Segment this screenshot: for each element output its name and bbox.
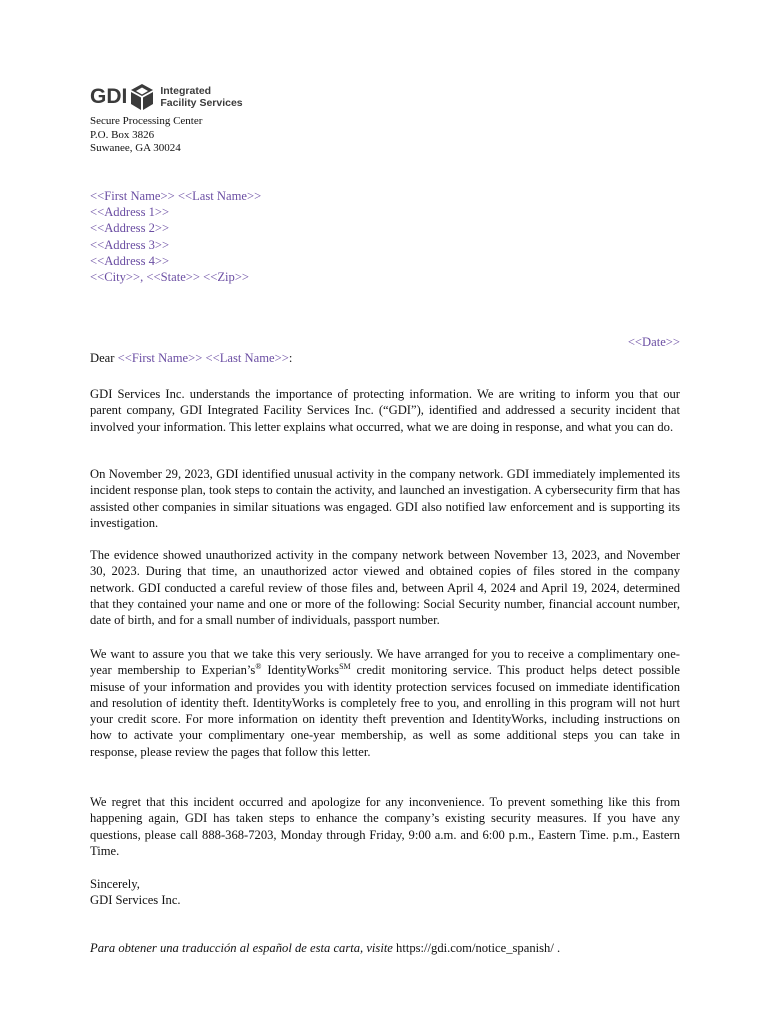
recipient-address-line: <<Address 1>> [90, 205, 170, 220]
paragraph: The evidence showed unauthorized activity in the company network between November 13, 2023, and November 30, 2023. During that time, an unauthorized actor viewed and obtained copies of files stored in the company network. GDI conducted a careful review of those files and, between April 4, 2024 and April 19, 2024, determined that they contained your name and one or more of the following: Social Security number, financial account number, date of birth, and for a small number of individuals, passport number. [90, 548, 680, 628]
salutation [90, 351, 292, 366]
paragraph: GDI Services Inc. understands the importance of protecting information. We are writing to inform you that our parent company, GDI Integrated Facility Services Inc. (“GDI”), identified and addressed a security incident that involved your information. This letter explains what occurred, what we are doing in response, and what you can do. [90, 387, 680, 434]
spanish-translation-note [90, 941, 560, 956]
return-address [90, 115, 202, 156]
closing [90, 876, 181, 909]
paragraph [90, 646, 680, 760]
salutation-prefix: Dear [90, 351, 118, 365]
recipient-address-line: <<Address 2>> [90, 221, 170, 236]
closing-line: Sincerely, [90, 877, 140, 891]
return-address-line: Secure Processing Center [90, 115, 203, 127]
logo-subtitle [160, 85, 242, 109]
paragraph-text: IdentityWorks [261, 663, 340, 678]
return-address-line: P.O. Box 3826 [90, 128, 155, 141]
spanish-note-text: Para obtener una traducción al español de esta carta, visite [90, 941, 393, 955]
salutation-name: <<First Name>> <<Last Name>> [117, 351, 289, 365]
recipient-address-line: <<Address 3>> [90, 237, 170, 252]
registered-mark: ® [255, 662, 262, 672]
letter-date: <<Date>> [627, 335, 680, 349]
recipient-city-state-zip: <<City>>, <<State>> <<Zip>> [90, 270, 250, 285]
company-logo [90, 80, 243, 114]
paragraph: We regret that this incident occurred and apologize for any inconvenience. To prevent something like this from happening again, GDI has taken steps to enhance the company’s existing security measures. If you have any questions, please call 888-368-7203, Monday through Friday, 9:00 a.m. and 6:00 p.m., Eastern Time. p.m., Eastern Time. [90, 795, 680, 858]
spanish-url[interactable]: https://gdi.com/notice_spanish/ . [392, 941, 561, 955]
return-address-line: Suwanee, GA 30024 [90, 142, 181, 154]
recipient-block [90, 188, 261, 285]
signature-name: GDI Services Inc. [90, 893, 181, 908]
service-mark: SM [339, 662, 351, 672]
recipient-address-line: <<Address 4>> [90, 253, 170, 268]
paragraph-text: credit monitoring service. This product helps detect possible misuse of your information and provides you with identity protection services focused on immediate identification and resolution of identity theft. IdentityWorks is completely free to you, and enrolling in this program will not hurt your credit score. For more information on identity theft prevention and IdentityWorks, including instructions on how to activate your complimentary one-year membership, as well as some additional steps you can take in response, please review the pages that follow this letter. [90, 663, 680, 759]
paragraph: On November 29, 2023, GDI identified unusual activity in the company network. GDI immediately implemented its incident response plan, took steps to contain the activity, and launched an investigation. A cybersecurity firm that has assisted other companies in similar situations was engaged. GDI also notified law enforcement and is supporting its investigation. [90, 467, 680, 530]
logo-word: GDI [90, 85, 128, 108]
logo-subtitle-line2: Facility Services [160, 97, 243, 109]
logo-cube-icon [130, 83, 154, 111]
paragraph-text: We want to assure you that we take this very seriously. We have arranged for you to receive a complimentary one-year membership to Experian’s [90, 647, 680, 678]
logo-subtitle-line1: Integrated [160, 85, 212, 97]
recipient-name: <<First Name>> <<Last Name>> [90, 189, 262, 203]
salutation-suffix: : [288, 351, 293, 365]
